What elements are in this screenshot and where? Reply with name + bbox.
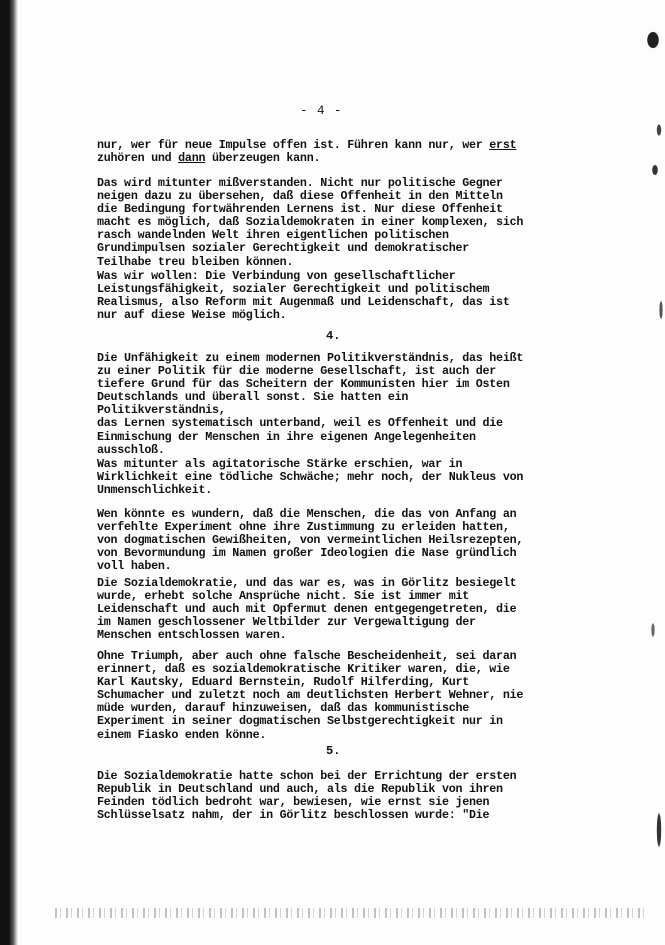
- text-segment: Feinden tödlich bedroht war, bewiesen, wie ernst sie jenen: [97, 795, 490, 810]
- text-line: [97, 444, 567, 457]
- text-segment: Wen könnte es wundern, daß die Menschen, die das von Anfang an: [97, 507, 517, 521]
- text-segment: Die Unfähigkeit zu einem modernen Politikverständnis, das heißt: [97, 351, 524, 365]
- scan-left-edge: [0, 0, 18, 945]
- text-segment: Menschen entschlossen waren.: [97, 628, 287, 643]
- text-segment: Karl Kautsky, Eduard Bernstein, Rudolf Hilferding, Kurt: [97, 675, 470, 690]
- text-segment: Politikverständnis,: [97, 403, 226, 418]
- paragraph: [97, 352, 567, 457]
- text-segment: Deutschlands und überall sonst. Sie hatten ein: [97, 390, 409, 405]
- text-segment: einem Fiasko enden könne.: [97, 727, 267, 742]
- text-segment: von Bevormundung im Namen großer Ideologien die Nase gründlich: [97, 546, 517, 561]
- text-segment: Wirklichkeit eine tödliche Schwäche; mehr noch, der Nukleus von: [97, 470, 524, 485]
- text-segment: verfehlte Experiment ohne ihre Zustimmung zu erleiden hatten,: [97, 520, 510, 535]
- text-segment: zu einer Politik für die moderne Gesellschaft, ist auch der: [97, 364, 497, 379]
- text-segment: ausschloß.: [97, 442, 165, 457]
- text-segment: Das wird mitunter mißverstanden. Nicht nur politische Gegner: [97, 176, 503, 190]
- text-segment: Einmischung der Menschen in ihre eigenen Angelegenheiten: [97, 429, 476, 444]
- text-segment: Leistungsfähigkeit, sozialer Gerechtigkeit und politischem: [97, 282, 490, 297]
- paragraph: [97, 139, 567, 165]
- text-segment: Grundimpulsen sozialer Gerechtigkeit und demokratischer: [97, 241, 470, 256]
- text-segment: von dogmatischen Gewißheiten, von vermeintlichen Heilsrezepten,: [97, 533, 524, 548]
- text-line: [97, 809, 567, 822]
- text-line: [97, 629, 567, 642]
- section-number: 5.: [326, 744, 341, 758]
- page-number: - 4 -: [300, 104, 343, 118]
- text-segment: nur auf diese Weise möglich.: [97, 308, 287, 323]
- paragraph: [97, 577, 567, 642]
- paragraph: [97, 177, 567, 269]
- paragraph: [97, 270, 567, 322]
- text-line: [97, 560, 567, 573]
- text-segment: erinnert, daß es sozialdemokratische Kritiker waren, die, wie: [97, 662, 510, 677]
- text-segment: zuhören und: [97, 151, 179, 166]
- text-line: [97, 729, 567, 742]
- text-segment: Schumacher und zuletzt noch am deutlichsten Herbert Wehner, nie: [97, 688, 524, 703]
- text-segment: Was mitunter als agitatorische Stärke erschien, war in: [97, 457, 463, 471]
- text-segment: müde wurden, darauf hinzuweisen, daß das kommunistische: [97, 701, 470, 716]
- underlined-word: dann: [178, 151, 206, 166]
- text-segment: überzeugen kann.: [205, 151, 321, 166]
- text-line: [97, 152, 567, 165]
- text-segment: Die Sozialdemokratie hatte schon bei der Errichtung der ersten: [97, 769, 517, 783]
- text-line: [97, 309, 567, 322]
- text-segment: Unmenschlichkeit.: [97, 483, 212, 498]
- text-segment: Republik in Deutschland und auch, als die Republik von ihren: [97, 782, 503, 797]
- text-segment: die Bedingung fortwährenden Lernens ist. Nur diese Offenheit: [97, 202, 503, 217]
- text-segment: Schlüsselsatz nahm, der in Görlitz beschlossen wurde: "Die: [97, 808, 490, 823]
- text-segment: voll haben.: [97, 559, 172, 574]
- scan-bottom-noise: [55, 908, 645, 918]
- text-segment: Realismus, also Reform mit Augenmaß und Leidenschaft, das ist: [97, 295, 510, 310]
- text-segment: rasch wandelnden Welt ihren eigentlichen politischen: [97, 228, 449, 243]
- text-segment: Die Sozialdemokratie, und das war es, was in Görlitz besiegelt: [97, 576, 517, 590]
- paragraph: [97, 770, 567, 822]
- text-line: [97, 256, 567, 269]
- underlined-word: erst: [489, 138, 517, 152]
- text-segment: Was wir wollen: Die Verbindung von gesellschaftlicher: [97, 269, 456, 283]
- paragraph: [97, 650, 567, 742]
- text-segment: im Namen geschlossener Weltbilder zur Vergewaltigung der: [97, 615, 476, 630]
- text-segment: macht es möglich, daß Sozialdemokraten in einer komplexen, sich: [97, 215, 524, 230]
- text-segment: Experiment in seiner dogmatischen Selbstgerechtigkeit nur in: [97, 714, 503, 729]
- text-segment: Teilhabe treu bleiben können.: [97, 254, 294, 269]
- paragraph: [97, 508, 567, 573]
- text-line: [97, 431, 567, 444]
- text-segment: tiefere Grund für das Scheitern der Kommunisten hier im Osten: [97, 377, 510, 392]
- text-segment: Ohne Triumph, aber auch ohne falsche Bescheidenheit, sei daran: [97, 649, 517, 663]
- text-segment: wurde, erhebt solche Ansprüche nicht. Sie ist immer mit: [97, 589, 470, 604]
- text-segment: Leidenschaft und auch mit Opfermut denen entgegengetreten, die: [97, 602, 517, 617]
- scan-right-smudge: [623, 10, 665, 910]
- text-line: [97, 484, 567, 497]
- text-segment: das Lernen systematisch unterband, weil es Offenheit und die: [97, 416, 503, 431]
- text-segment: neigen dazu zu übersehen, daß diese Offenheit in den Mitteln: [97, 189, 503, 204]
- paragraph: [97, 458, 567, 497]
- section-number: 4.: [326, 329, 341, 343]
- text-segment: nur, wer für neue Impulse offen ist. Führen kann nur, wer: [97, 138, 490, 152]
